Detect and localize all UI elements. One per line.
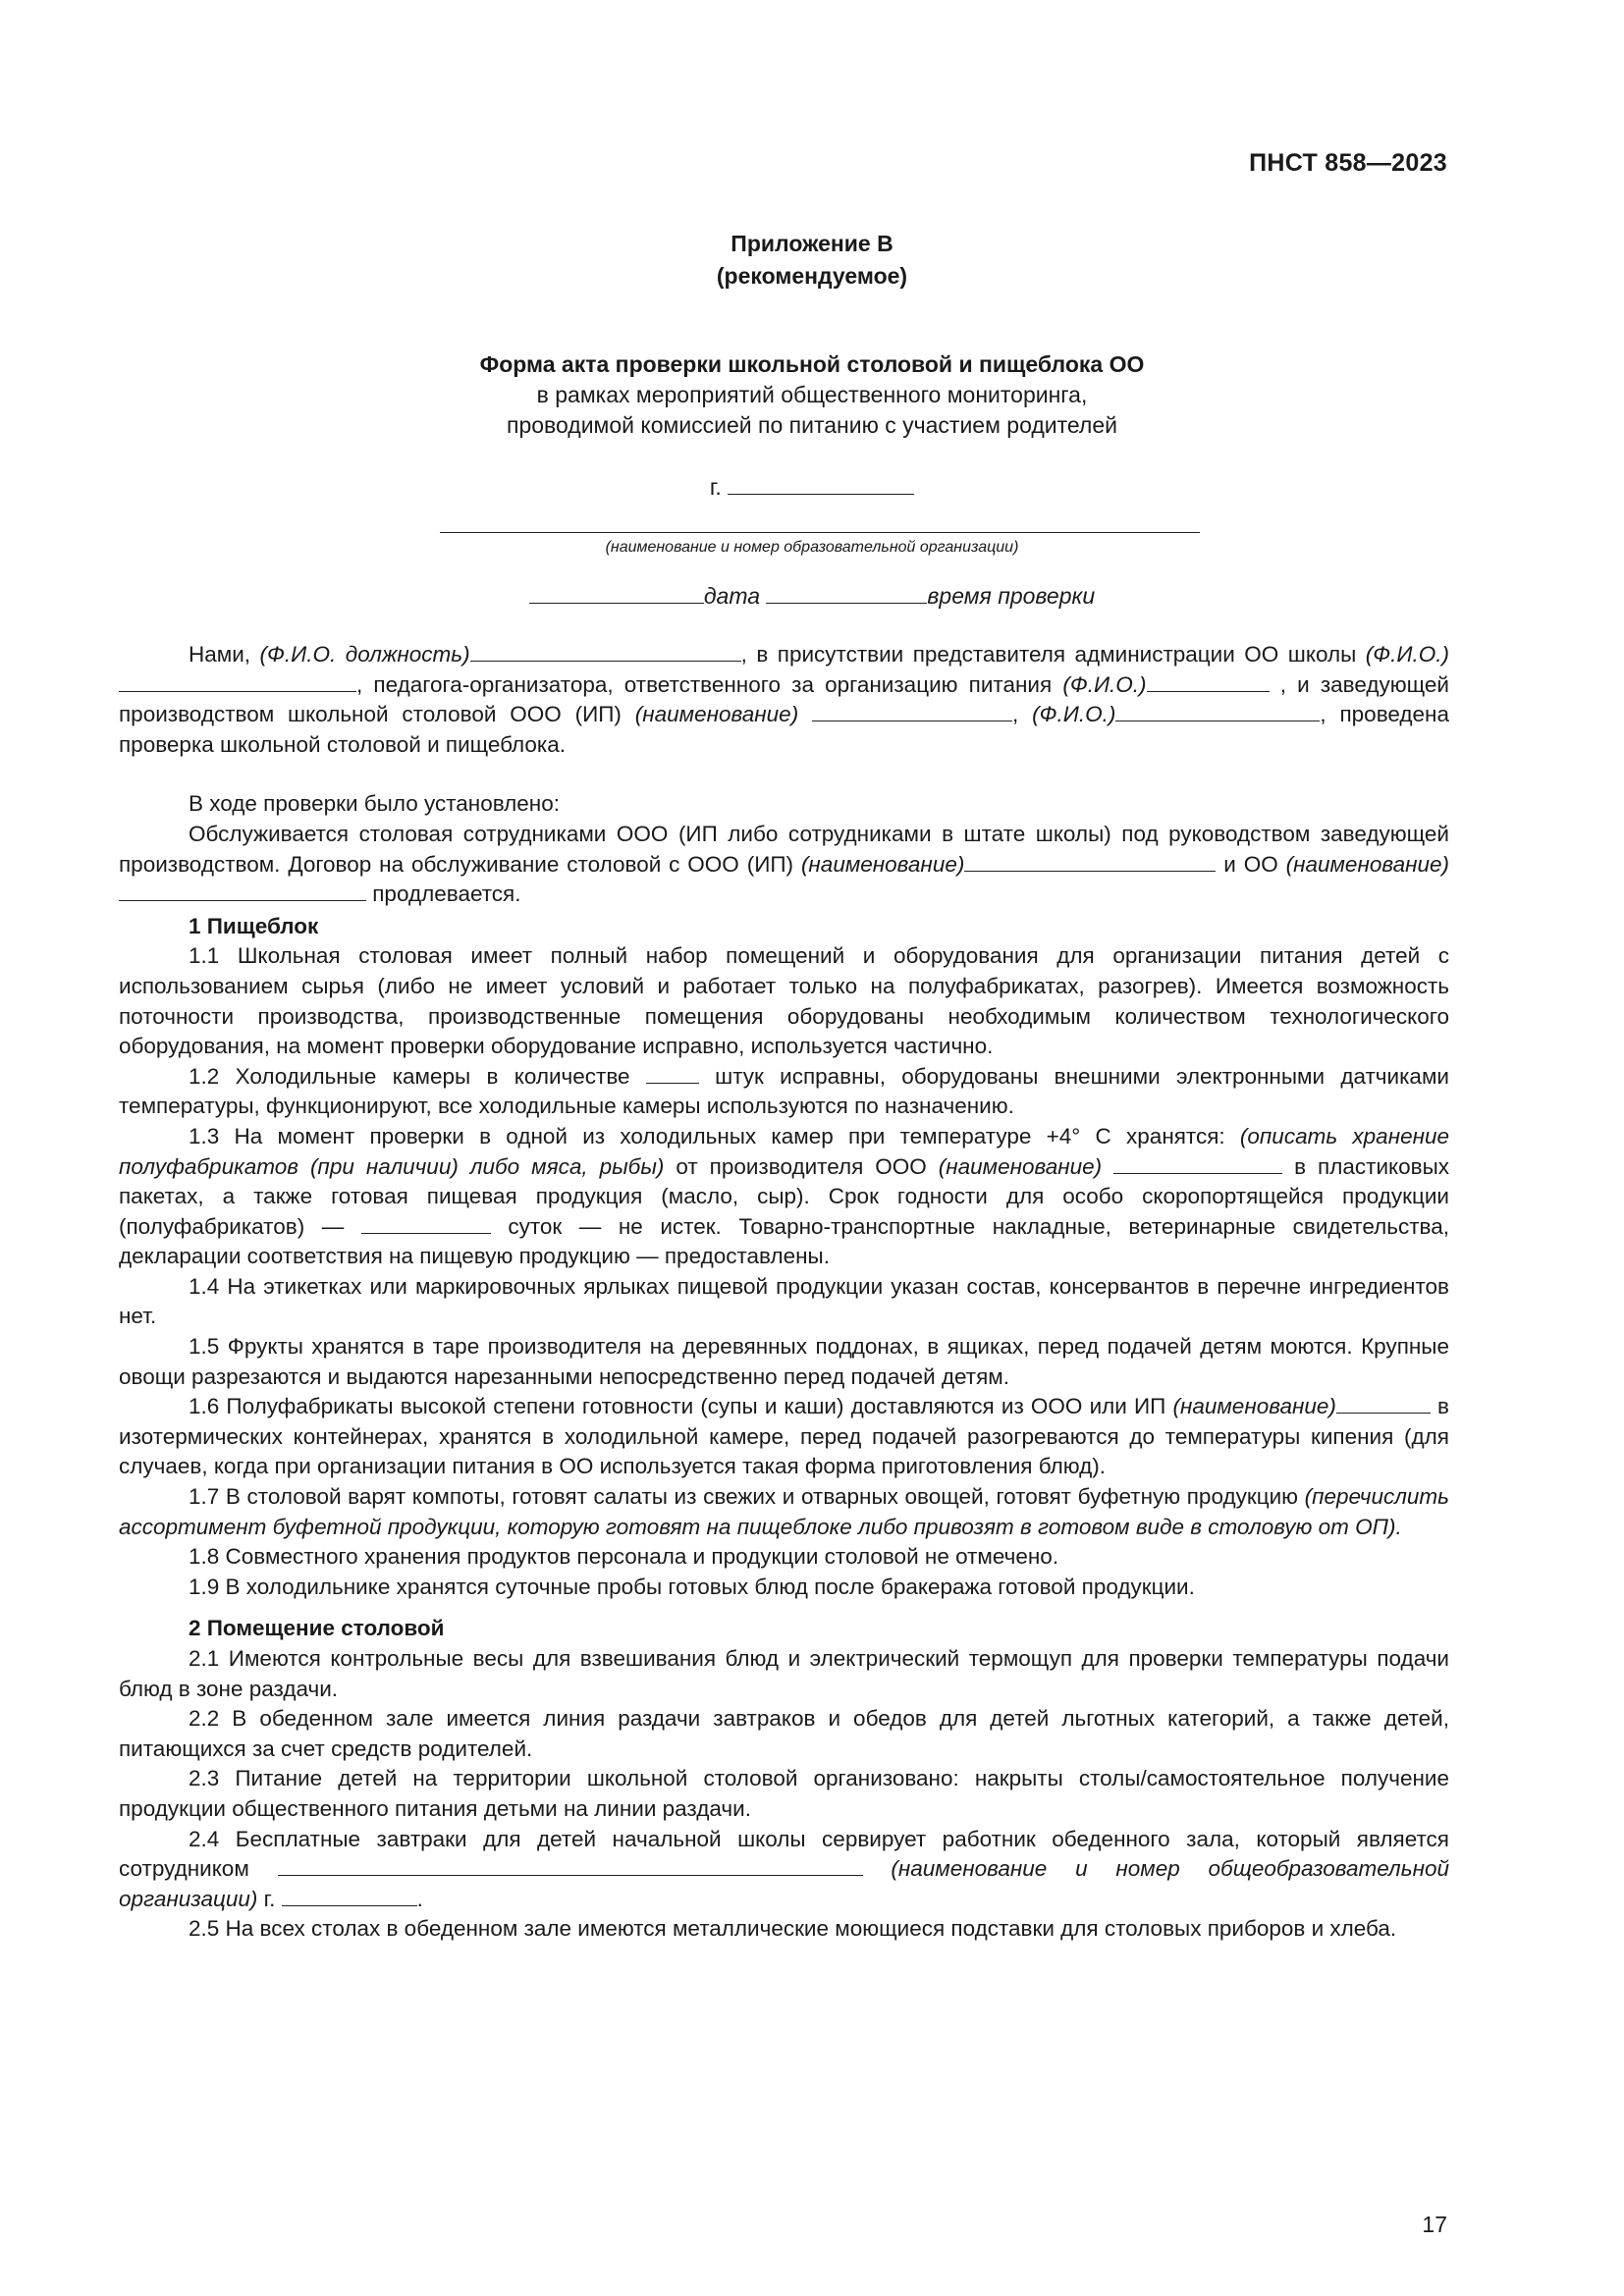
document-body: [119, 640, 1449, 1945]
item-1-4: 1.4 На этикетках или маркировочных ярлыках пищевой продукции указан состав, консервантов в перечне ингредиентов нет.: [119, 1273, 1449, 1329]
text: суток — не истек. Товарно-транспортные накладные, ветеринарные свидетельства, декларации соответствия на пищевую продукцию — предоставлены.: [119, 1213, 1449, 1269]
intro-text: Нами,: [189, 642, 260, 667]
italic-text: (описать хранение полуфабрикатов (при наличии) либо мяса, рыбы): [119, 1123, 1449, 1179]
intro-text: , проведена проверка школьной столовой и пищеблока.: [119, 702, 1449, 757]
contract-org-blank[interactable]: [119, 881, 366, 901]
organizer-blank[interactable]: [1147, 671, 1270, 692]
text: 1.3 На момент проверки в одной из холодильных камер при температуре +4° С хранятся:: [189, 1123, 1240, 1148]
org-caption: (наименование и номер образовательной организации): [605, 539, 1019, 556]
text: от производителя ООО: [664, 1153, 939, 1179]
item-1-2: [119, 1062, 1449, 1122]
form-subtitle-2: проводимой комиссией по питанию с участием родителей: [507, 412, 1117, 438]
text: в изотермических контейнерах, хранятся в холодильной камере, перед подачей разогреваются до температуры кипения (для случаев, когда при организации питания в ОО используется такая форма приготовления блюд).: [119, 1394, 1449, 1479]
italic-text: (наименование): [800, 851, 965, 877]
city-line: [0, 474, 1624, 501]
producer-blank[interactable]: [1113, 1153, 1282, 1174]
form-subtitle-1: в рамках мероприятий общественного мониторинга,: [536, 382, 1088, 407]
form-title: Форма акта проверки школьной столовой и пищеблока ОО: [479, 351, 1145, 377]
text: штук исправны, оборудованы внешними электронными датчиками температуры, функционируют, все холодильные камеры используются по назначению.: [119, 1063, 1449, 1119]
manager-blank[interactable]: [1115, 701, 1320, 721]
section-1-title: 1 Пищеблок: [189, 913, 319, 938]
item-1-8: 1.8 Совместного хранения продуктов персонала и продукции столовой не отмечено.: [189, 1544, 1059, 1570]
item-1-6: [119, 1392, 1449, 1482]
intro-text: , педагога-организатора, ответственного за организацию питания: [356, 671, 1063, 697]
document-code: ПНСТ 858—2023: [1249, 149, 1447, 177]
shelf-life-blank[interactable]: [361, 1213, 491, 1234]
text: Обслуживается столовая сотрудниками ООО (ИП либо сотрудниками в штате школы) под руководством заведующей производством. Договор на обслуживание столовой с ООО (ИП): [119, 821, 1449, 877]
italic-text: (перечислить ассортимент буфетной продукции, которую готовят на пищеблоке либо привозят в готовом виде в столовую от ОП).: [119, 1484, 1449, 1539]
text: и ОО: [1216, 851, 1286, 877]
item-2-2: 2.2 В обеденном зале имеется линия раздачи завтраков и обедов для детей льготных категорий, а также детей, питающихся за счет средств родителей.: [119, 1706, 1449, 1761]
intro-italic: (Ф.И.О.): [1032, 702, 1116, 727]
section-2-title: 2 Помещение столовой: [189, 1616, 445, 1641]
chambers-count-blank[interactable]: [646, 1063, 699, 1084]
org-name-blank[interactable]: [440, 532, 1200, 533]
date-label: дата: [703, 583, 761, 609]
item-2-4: [119, 1825, 1449, 1915]
city-prefix: г.: [709, 474, 722, 500]
item-1-3: [119, 1122, 1449, 1272]
inspector-blank[interactable]: [470, 641, 741, 662]
item-1-9: 1.9 В холодильнике хранятся суточные пробы готовых блюд после бракеража готовой продукции.: [189, 1574, 1195, 1599]
text: 1.2 Холодильные камеры в количестве: [189, 1063, 646, 1089]
text: 2.4 Бесплатные завтраки для детей начальной школы сервирует работник обеденного зала, который является сотрудником: [119, 1826, 1449, 1882]
company-blank[interactable]: [812, 701, 1012, 721]
text: 1.6 Полуфабрикаты высокой степени готовности (супы и каши) доставляются из ООО или ИП: [189, 1394, 1173, 1419]
text: .: [416, 1886, 423, 1911]
supplier-blank[interactable]: [1336, 1393, 1431, 1414]
employer-blank[interactable]: [278, 1855, 863, 1876]
form-title-block: [0, 349, 1624, 441]
intro-italic: (наименование): [634, 702, 799, 727]
italic-text: (наименование и номер общеобразовательной организации): [119, 1856, 1449, 1911]
admin-blank[interactable]: [119, 671, 356, 692]
date-time-line: [0, 583, 1624, 610]
established-paragraph: [119, 820, 1449, 910]
city-blank[interactable]: [728, 474, 914, 495]
item-2-1: 2.1 Имеются контрольные весы для взвешивания блюд и электрический термощуп для проверки температуры подачи блюд в зоне раздачи.: [119, 1646, 1449, 1701]
italic-text: (наименование): [1285, 851, 1450, 877]
text: 1.7 В столовой варят компоты, готовят салаты из свежих и отварных овощей, готовят буфетную продукцию: [189, 1484, 1305, 1510]
italic-text: (наименование): [1172, 1394, 1336, 1419]
item-1-1: 1.1 Школьная столовая имеет полный набор помещений и оборудования для организации питания детей с использованием сырья (либо не имеет условий и работает только на полуфабрикатах, разогрев). Имеется возможность поточности производства, производственные помещения оборудованы необходимым количеством технологического оборудования, на момент проверки оборудование исправно, используется частично.: [119, 943, 1449, 1059]
intro-italic: (Ф.И.О.): [1365, 642, 1449, 667]
appendix-title: Приложение В: [731, 231, 893, 256]
intro-text: , и заведующей производством школьной столовой ООО (ИП): [119, 671, 1449, 727]
intro-text: ,: [1012, 702, 1033, 727]
item-2-3: 2.3 Питание детей на территории школьной столовой организовано: накрыты столы/самостоятельное получение продукции общественного питания детьми на линии раздачи.: [119, 1766, 1449, 1821]
city-blank-2[interactable]: [282, 1886, 417, 1906]
text: продлевается.: [366, 881, 521, 907]
intro-paragraph: [119, 640, 1449, 760]
italic-text: (наименование): [938, 1153, 1103, 1179]
appendix-note: (рекомендуемое): [716, 263, 908, 289]
item-1-5: 1.5 Фрукты хранятся в таре производителя на деревянных поддонах, в ящиках, перед подачей детям моются. Крупные овощи разрезаются и выдаются нарезанными непосредственно перед подачей детям.: [119, 1334, 1449, 1389]
time-blank[interactable]: [766, 583, 927, 604]
established-intro: В ходе проверки было установлено:: [189, 791, 560, 817]
intro-italic: (Ф.И.О. должность): [259, 642, 470, 667]
text: в пластиковых пакетах, а также готовая пищевая продукция (масло, сыр). Срок годности для особо скоропортящейся продукции (полуфабрикатов) —: [119, 1153, 1449, 1239]
time-label: время проверки: [927, 583, 1096, 609]
appendix-heading: [0, 228, 1624, 293]
intro-italic: (Ф.И.О.): [1062, 671, 1147, 697]
page-number: 17: [1422, 2212, 1447, 2237]
text: г.: [257, 1886, 282, 1911]
item-2-5: 2.5 На всех столах в обеденном зале имеются металлические моющиеся подставки для столовых приборов и хлеба.: [189, 1916, 1397, 1942]
item-1-7: [119, 1482, 1449, 1542]
intro-text: , в присутствии представителя администрации ОО школы: [740, 642, 1366, 667]
date-blank[interactable]: [529, 583, 704, 604]
contract-company-blank[interactable]: [964, 851, 1216, 872]
